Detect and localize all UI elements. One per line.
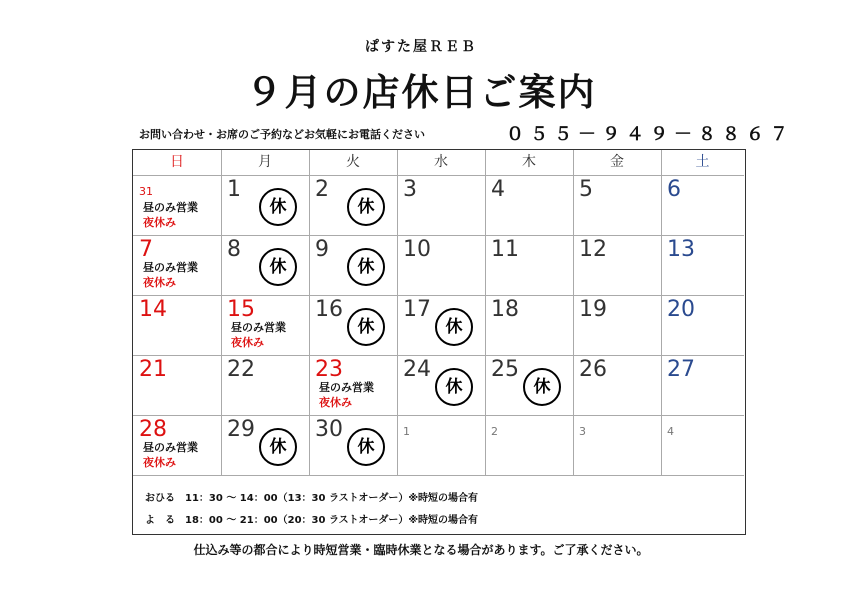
day-number: 27 [667, 357, 695, 382]
day-number: 8 [227, 237, 241, 262]
day-number: 3 [403, 177, 417, 202]
day-number: 11 [491, 237, 519, 262]
weekday-header: 火 [346, 154, 360, 170]
day-number: 1 [403, 425, 410, 438]
day-cell [397, 295, 485, 355]
day-number: 3 [579, 425, 586, 438]
day-cell [133, 355, 221, 415]
day-number: 2 [315, 177, 329, 202]
day-cell [573, 175, 661, 235]
calendar [132, 149, 746, 535]
day-number: 26 [579, 357, 607, 382]
day-number: 19 [579, 297, 607, 322]
weekday-header: 土 [695, 154, 710, 170]
day-cell [573, 235, 661, 295]
lunch-only-note: 昼のみ営業 [231, 321, 286, 334]
day-cell [221, 175, 309, 235]
night-closed-note: 夜休み [231, 336, 264, 349]
day-number: 30 [315, 417, 343, 442]
shop-name: ぱすた屋ＲＥＢ [365, 39, 477, 55]
day-cell [661, 355, 744, 415]
weekday-header: 日 [170, 154, 184, 170]
day-number: 4 [667, 425, 674, 438]
closed-mark: 休 [259, 248, 297, 286]
lunch-only-note: 昼のみ営業 [319, 381, 374, 394]
lunch-only-note: 昼のみ営業 [143, 201, 198, 214]
night-closed-note: 夜休み [319, 396, 352, 409]
lunch-hours: おひる 11：30 ～ 14：00（13：30 ラストオーダー）※時短の場合有 [145, 493, 479, 504]
footer-note: 仕込み等の都合により時短営業・臨時休業となる場合があります。ご了承ください。 [193, 543, 649, 557]
day-cell [221, 355, 309, 415]
closed-mark: 休 [347, 308, 385, 346]
day-cell [221, 235, 309, 295]
inquiry-text: お問い合わせ・お席のご予約などお気軽にお電話ください [139, 128, 425, 141]
page-title: ９月の店休日ご案内 [245, 71, 597, 114]
day-cell [485, 175, 573, 235]
lunch-only-note: 昼のみ営業 [143, 441, 198, 454]
weekday-header: 水 [434, 154, 448, 170]
closed-mark: 休 [347, 248, 385, 286]
day-cell [309, 415, 397, 475]
day-number: 12 [579, 237, 607, 262]
day-cell [661, 175, 744, 235]
day-cell [133, 175, 221, 235]
day-number: 10 [403, 237, 431, 262]
day-cell [485, 235, 573, 295]
day-number: 31 [139, 185, 153, 198]
day-cell [397, 235, 485, 295]
day-number: 9 [315, 237, 329, 262]
closed-mark: 休 [347, 188, 385, 226]
day-cell [485, 415, 573, 475]
grid-line [133, 475, 744, 476]
closed-mark: 休 [523, 368, 561, 406]
closed-mark: 休 [259, 428, 297, 466]
day-number: 23 [315, 357, 343, 382]
day-number: 6 [667, 177, 681, 202]
day-cell [397, 355, 485, 415]
day-number: 2 [491, 425, 498, 438]
day-cell [397, 175, 485, 235]
day-cell [573, 355, 661, 415]
day-cell [485, 355, 573, 415]
day-number: 5 [579, 177, 593, 202]
closed-mark: 休 [435, 308, 473, 346]
day-cell [573, 415, 661, 475]
closed-mark: 休 [347, 428, 385, 466]
day-cell [309, 175, 397, 235]
night-closed-note: 夜休み [143, 456, 176, 469]
day-cell [309, 355, 397, 415]
weekday-header: 木 [522, 154, 536, 170]
day-cell [133, 415, 221, 475]
day-cell [221, 415, 309, 475]
day-number: 15 [227, 297, 255, 322]
closed-mark: 休 [435, 368, 473, 406]
day-number: 22 [227, 357, 255, 382]
day-number: 25 [491, 357, 519, 382]
day-number: 7 [139, 237, 153, 262]
day-number: 1 [227, 177, 241, 202]
day-number: 21 [139, 357, 167, 382]
day-number: 16 [315, 297, 343, 322]
day-cell [133, 235, 221, 295]
weekday-header: 月 [258, 154, 272, 170]
closed-mark: 休 [259, 188, 297, 226]
day-number: 24 [403, 357, 431, 382]
day-cell [573, 295, 661, 355]
lunch-only-note: 昼のみ営業 [143, 261, 198, 274]
day-number: 29 [227, 417, 255, 442]
day-cell [309, 235, 397, 295]
day-number: 20 [667, 297, 695, 322]
day-cell [309, 295, 397, 355]
day-number: 14 [139, 297, 167, 322]
phone-number: ０５５－９４９－８８６７ [506, 124, 794, 145]
day-cell [661, 235, 744, 295]
weekday-header: 金 [610, 154, 624, 170]
dinner-hours: よ る 18：00 ～ 21：00（20：30 ラストオーダー）※時短の場合有 [145, 515, 479, 526]
day-number: 4 [491, 177, 505, 202]
day-cell [397, 415, 485, 475]
day-cell [661, 415, 744, 475]
day-number: 17 [403, 297, 431, 322]
night-closed-note: 夜休み [143, 276, 176, 289]
day-number: 18 [491, 297, 519, 322]
night-closed-note: 夜休み [143, 216, 176, 229]
day-cell [133, 295, 221, 355]
day-cell [661, 295, 744, 355]
day-number: 13 [667, 237, 695, 262]
day-cell [485, 295, 573, 355]
day-number: 28 [139, 417, 167, 442]
day-cell [221, 295, 309, 355]
